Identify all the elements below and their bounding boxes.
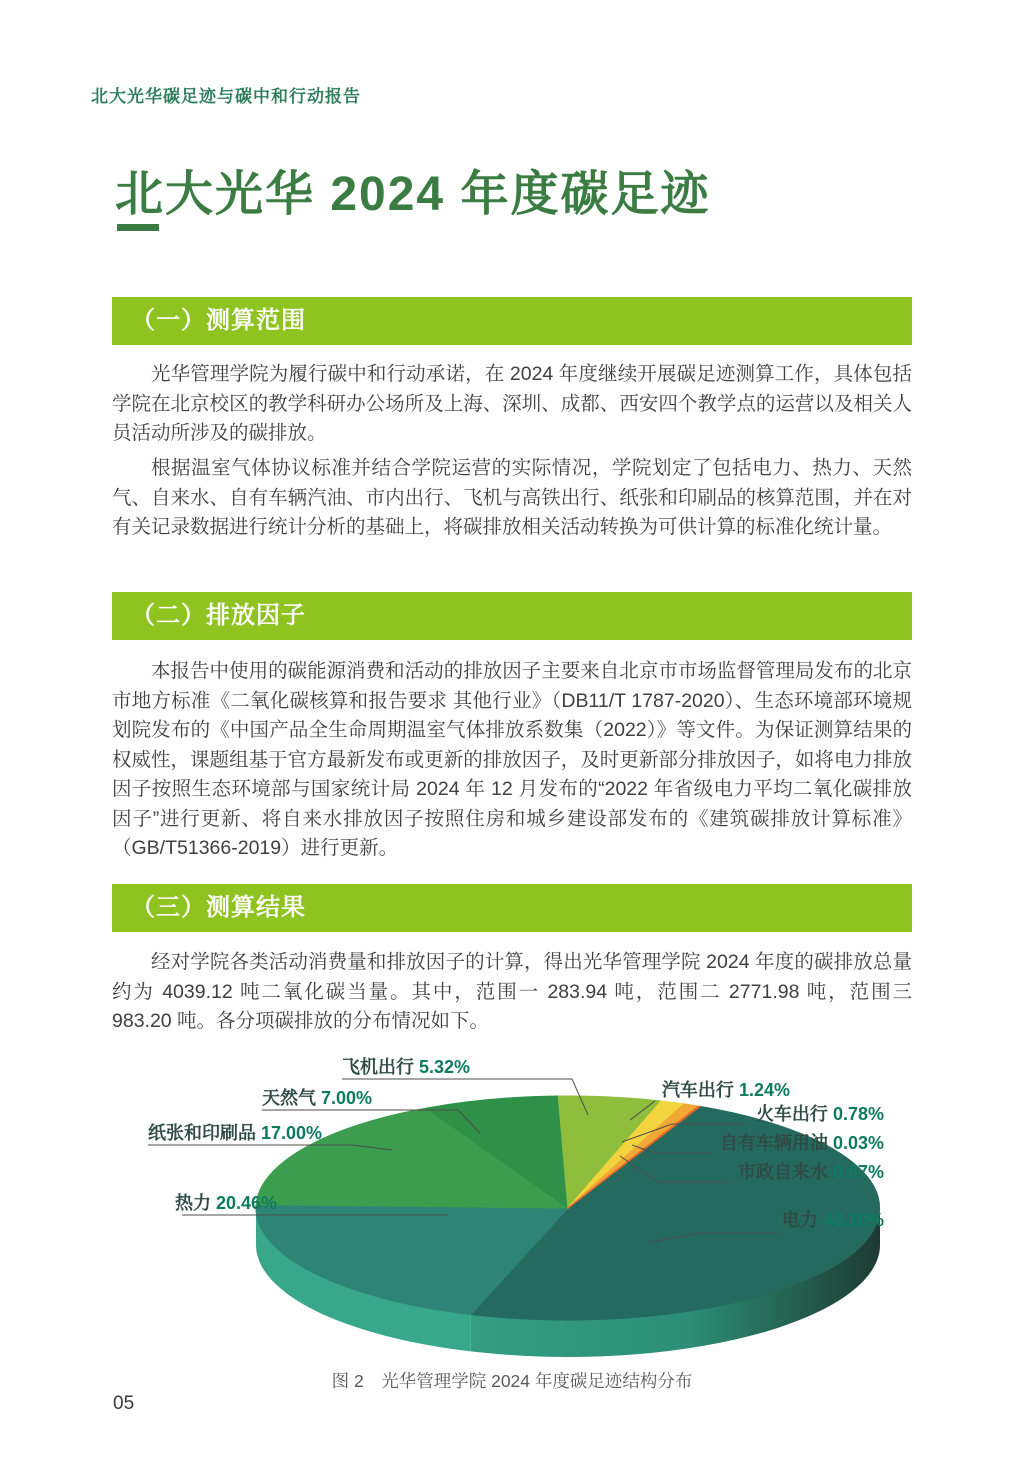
pie-chart: [0, 1045, 1024, 1385]
report-header: 北大光华碳足迹与碳中和行动报告: [91, 87, 361, 106]
section-heading-results: （三）测算结果: [112, 884, 912, 932]
paragraph-factors-1: 本报告中使用的碳能源消费和活动的排放因子主要来自北京市市场监督管理局发布的北京市地方标准《二氧化碳核算和报告要求 其他行业》（DB11/T 1787-2020）、生态环境部环境规划院发布的《中国产品全生命周期温室气体排放系数集（2022）》等文件。为保证测算结果的权威性，课题组基于官方最新发布或更新的排放因子，及时更新部分排放因子，如将电力排放因子按照生态环境部与国家统计局 2024 年 12 月发布的“2022 年省级电力平均二氧化碳排放因子”进行更新、将自来水排放因子按照住房和城乡建设部发布的《建筑碳排放计算标准》（GB/T51366-2019）进行更新。: [112, 660, 912, 859]
pie-label: 汽车出行 1.24%: [661, 1080, 790, 1100]
pie-label: 飞机出行 5.32%: [342, 1057, 471, 1077]
pie-label: 纸张和印刷品 17.00%: [148, 1123, 323, 1143]
pie-label: 天然气 7.00%: [262, 1088, 373, 1108]
page-title: 北大光华 2024 年度碳足迹: [115, 168, 711, 221]
pie-label: 火车出行 0.78%: [755, 1104, 884, 1124]
title-underline: [117, 224, 159, 231]
page-number: 05: [113, 1393, 135, 1414]
paragraph-results-1: 经对学院各类活动消费量和排放因子的计算，得出光华管理学院 2024 年度的碳排放总量约为 4039.12 吨二氧化碳当量。其中，范围一 283.94 吨，范围二 2771.98 吨，范围三 983.20 吨。各分项碳排放的分布情况如下。: [112, 951, 912, 1032]
pie-label: 热力 20.46%: [175, 1193, 278, 1213]
paragraph-scope-2: 根据温室气体协议标准并结合学院运营的实际情况，学院划定了包括电力、热力、天然气、自来水、自有车辆汽油、市内出行、飞机与高铁出行、纸张和印刷品的核算范围，并在对有关记录数据进行统计分析的基础上，将碳排放相关活动转换为可供计算的标准化统计量。: [112, 457, 912, 538]
pie-label: 电力 48.10%: [781, 1210, 884, 1230]
pie-label: 市政自来水 0.07%: [737, 1162, 884, 1182]
pie-label: 自有车辆用油 0.03%: [719, 1133, 884, 1153]
figure-caption: 图 2 光华管理学院 2024 年度碳足迹结构分布: [331, 1371, 693, 1391]
paragraph-scope-1: 光华管理学院为履行碳中和行动承诺，在 2024 年度继续开展碳足迹测算工作，具体包括学院在北京校区的教学科研办公场所及上海、深圳、成都、西安四个教学点的运营以及相关人员活动所涉及的碳排放。: [112, 363, 912, 444]
section-heading-scope: （一）测算范围: [112, 297, 912, 345]
section-heading-factors: （二）排放因子: [112, 592, 912, 640]
